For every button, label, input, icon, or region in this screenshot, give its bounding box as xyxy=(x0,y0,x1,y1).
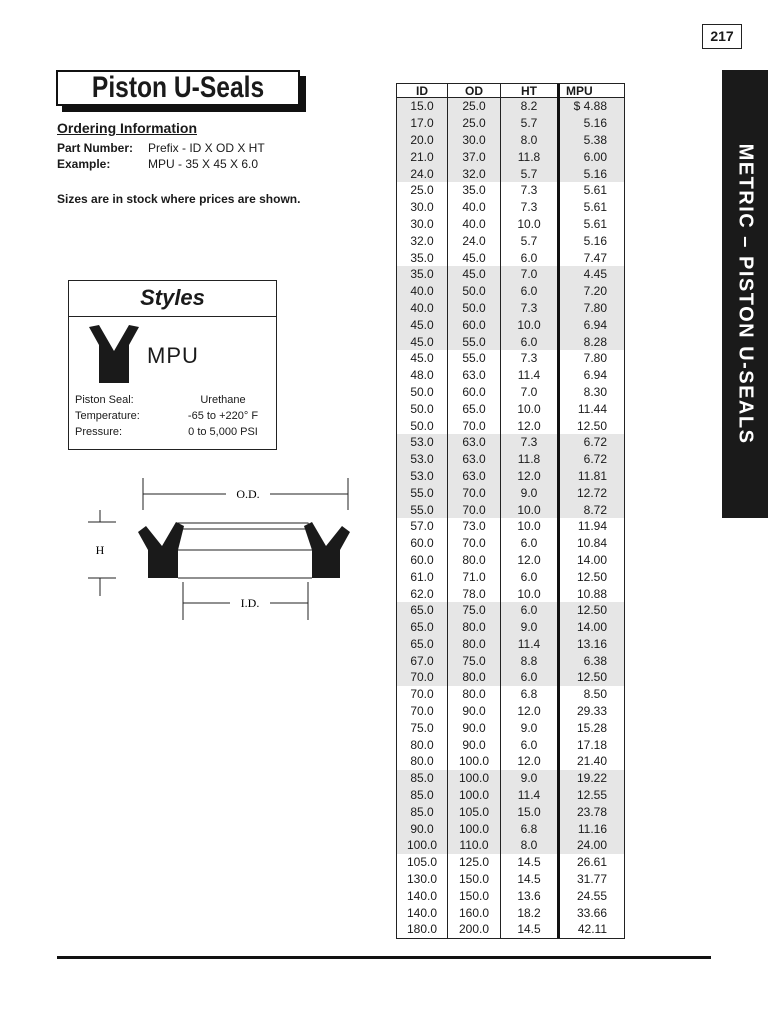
cell-id: 53.0 xyxy=(397,434,448,451)
cell-od: 70.0 xyxy=(448,535,501,552)
cell-id: 60.0 xyxy=(397,535,448,552)
cell-ht: 6.0 xyxy=(501,535,559,552)
cell-od: 100.0 xyxy=(448,753,501,770)
cell-id: 60.0 xyxy=(397,552,448,569)
cell-od: 80.0 xyxy=(448,619,501,636)
cell-ht: 12.0 xyxy=(501,753,559,770)
cell-mpu-price: 11.94 xyxy=(577,519,607,534)
cell-mpu-price: 14.00 xyxy=(576,552,607,567)
cell-ht: 11.4 xyxy=(501,787,559,804)
cell-ht: 7.3 xyxy=(501,199,559,216)
table-row xyxy=(397,585,624,602)
cell-od: 90.0 xyxy=(448,736,501,753)
cell-ht: 12.0 xyxy=(501,552,559,569)
cell-ht: 11.8 xyxy=(501,148,559,165)
cell-id: 55.0 xyxy=(397,484,448,501)
table-row xyxy=(397,417,624,434)
table-row xyxy=(397,451,624,468)
cell-od: 35.0 xyxy=(448,182,501,199)
table-row xyxy=(397,854,624,871)
table-row xyxy=(397,636,624,653)
cell-ht: 5.7 xyxy=(501,232,559,249)
cell-od: 150.0 xyxy=(448,887,501,904)
spec-value: -65 to +220° F xyxy=(187,410,259,422)
cell-mpu-price: 7.80 xyxy=(559,300,625,317)
table-row xyxy=(397,535,624,552)
table-row xyxy=(397,148,624,165)
cell-mpu-price: 7.47 xyxy=(583,250,607,265)
cell-id: 61.0 xyxy=(397,568,448,585)
cell-id: 45.0 xyxy=(397,316,448,333)
table-row xyxy=(397,719,624,736)
cell-od: 71.0 xyxy=(448,568,501,585)
cell-mpu-price: 5.61 xyxy=(583,216,607,231)
cell-od: 60.0 xyxy=(448,384,501,401)
cell-ht: 14.5 xyxy=(501,871,559,888)
cell-mpu-price: 12.50 xyxy=(559,669,625,686)
cell-od: 55.0 xyxy=(448,350,501,367)
cell-ht: 10.0 xyxy=(501,585,559,602)
cell-id: 35.0 xyxy=(397,249,448,266)
table-row xyxy=(397,434,624,451)
cell-ht: 6.0 xyxy=(501,283,559,300)
cell-mpu-price: 8.28 xyxy=(559,333,625,350)
bottom-rule xyxy=(57,956,711,959)
cell-od: 80.0 xyxy=(448,636,501,653)
cell-id: 70.0 xyxy=(397,669,448,686)
cell-ht: 11.4 xyxy=(501,636,559,653)
table-row xyxy=(397,619,624,636)
cell-id: 65.0 xyxy=(397,636,448,653)
cell-od: 70.0 xyxy=(448,417,501,434)
cell-mpu-price: 11.81 xyxy=(559,468,625,485)
cell-id: 140.0 xyxy=(397,904,448,921)
cell-ht: 9.0 xyxy=(501,619,559,636)
cell-id: 85.0 xyxy=(397,787,448,804)
cell-id: 30.0 xyxy=(397,216,448,233)
table-row xyxy=(397,871,624,888)
table-row xyxy=(397,837,624,854)
table-row xyxy=(397,300,624,317)
cell-mpu-price: 11.16 xyxy=(559,820,625,837)
cell-ht: 10.0 xyxy=(501,316,559,333)
spec-label: Pressure: xyxy=(75,426,123,438)
cell-id: 53.0 xyxy=(397,451,448,468)
cell-ht: 7.0 xyxy=(501,266,559,283)
spec-label: Piston Seal: xyxy=(75,394,134,406)
cell-mpu-price: 24.00 xyxy=(559,837,625,854)
seal-dimension-diagram xyxy=(80,470,370,630)
column-header-id: ID xyxy=(397,84,448,98)
cell-ht: 7.0 xyxy=(501,384,559,401)
table-row xyxy=(397,384,624,401)
table-header-row xyxy=(397,84,624,98)
cell-ht: 14.5 xyxy=(501,921,559,938)
cell-mpu-price: 12.50 xyxy=(576,569,607,584)
cell-mpu-price: 6.72 xyxy=(559,434,625,451)
seal-left-section xyxy=(138,522,184,578)
table-row xyxy=(397,199,624,216)
cell-od: 63.0 xyxy=(448,468,501,485)
table-row xyxy=(397,333,624,350)
cell-ht: 14.5 xyxy=(501,854,559,871)
cell-ht: 6.8 xyxy=(501,820,559,837)
cell-mpu-price: 6.38 xyxy=(559,652,625,669)
cell-ht: 7.3 xyxy=(501,434,559,451)
cell-id: 180.0 xyxy=(397,921,448,938)
table-row xyxy=(397,165,624,182)
cell-mpu-price: 17.18 xyxy=(576,737,607,752)
cell-ht: 9.0 xyxy=(501,719,559,736)
cell-od: 160.0 xyxy=(448,904,501,921)
table-row xyxy=(397,501,624,518)
cell-id: 130.0 xyxy=(397,871,448,888)
style-code: MPU xyxy=(147,343,199,368)
cell-ht: 8.8 xyxy=(501,652,559,669)
cell-mpu-price: 8.50 xyxy=(583,687,607,702)
cell-id: 90.0 xyxy=(397,820,448,837)
cell-od: 32.0 xyxy=(448,165,501,182)
section-side-tab-label: METRIC – PISTON U-SEALS xyxy=(734,143,757,445)
cell-mpu-price: $ 4.88 xyxy=(559,98,625,115)
table-row xyxy=(397,904,624,921)
cell-od: 78.0 xyxy=(448,585,501,602)
cell-od: 25.0 xyxy=(448,115,501,132)
cell-ht: 7.3 xyxy=(501,182,559,199)
cell-od: 125.0 xyxy=(448,854,501,871)
table-row xyxy=(397,652,624,669)
cell-od: 50.0 xyxy=(448,300,501,317)
styles-heading: Styles xyxy=(69,281,276,317)
cell-id: 65.0 xyxy=(397,602,448,619)
cell-ht: 6.0 xyxy=(501,602,559,619)
cell-mpu-price: 15.28 xyxy=(576,720,607,735)
cell-id: 25.0 xyxy=(397,182,448,199)
cell-id: 70.0 xyxy=(397,686,448,703)
cell-od: 40.0 xyxy=(448,199,501,216)
cell-id: 45.0 xyxy=(397,350,448,367)
table-row xyxy=(397,686,624,703)
table-row xyxy=(397,753,624,770)
cell-ht: 15.0 xyxy=(501,803,559,820)
cell-id: 48.0 xyxy=(397,367,448,384)
page-title xyxy=(56,70,300,106)
cell-od: 70.0 xyxy=(448,484,501,501)
column-header-mpu: MPU xyxy=(559,84,625,98)
cell-od: 150.0 xyxy=(448,871,501,888)
cell-ht: 8.2 xyxy=(501,98,559,115)
size-price-table xyxy=(396,83,625,939)
cell-ht: 12.0 xyxy=(501,703,559,720)
cell-id: 40.0 xyxy=(397,283,448,300)
cell-ht: 8.0 xyxy=(501,837,559,854)
cell-ht: 9.0 xyxy=(501,484,559,501)
example-label: Example: xyxy=(57,157,111,171)
cell-mpu-price: 7.20 xyxy=(559,283,625,300)
spec-value: Urethane xyxy=(200,394,246,406)
cell-id: 40.0 xyxy=(397,300,448,317)
cell-od: 55.0 xyxy=(448,333,501,350)
id-label: I.D. xyxy=(240,596,260,610)
cell-mpu-price: 8.72 xyxy=(559,501,625,518)
cell-mpu-price: 10.84 xyxy=(576,536,607,551)
cell-ht: 8.0 xyxy=(501,132,559,149)
cell-mpu-price: 23.78 xyxy=(559,803,625,820)
cell-mpu-price: 5.61 xyxy=(583,183,607,198)
cell-mpu-price: 7.80 xyxy=(583,351,607,366)
cell-mpu-price: 12.50 xyxy=(559,602,625,619)
u-seal-profile-icon xyxy=(89,325,139,385)
styles-box xyxy=(68,280,277,450)
cell-ht: 5.7 xyxy=(501,115,559,132)
cell-id: 85.0 xyxy=(397,803,448,820)
cell-id: 70.0 xyxy=(397,703,448,720)
cell-ht: 9.0 xyxy=(501,770,559,787)
cell-ht: 12.0 xyxy=(501,417,559,434)
cell-ht: 7.3 xyxy=(501,300,559,317)
column-header-ht: HT xyxy=(501,84,559,98)
cell-id: 53.0 xyxy=(397,468,448,485)
cell-id: 50.0 xyxy=(397,417,448,434)
cell-id: 32.0 xyxy=(397,232,448,249)
table-row xyxy=(397,266,624,283)
cell-od: 40.0 xyxy=(448,216,501,233)
cell-id: 24.0 xyxy=(397,165,448,182)
cell-ht: 6.0 xyxy=(501,333,559,350)
cell-ht: 6.0 xyxy=(501,568,559,585)
cell-mpu-price: 6.94 xyxy=(583,368,607,383)
cell-od: 30.0 xyxy=(448,132,501,149)
spec-value: 0 to 5,000 PSI xyxy=(188,426,258,438)
cell-ht: 13.6 xyxy=(501,887,559,904)
cell-od: 90.0 xyxy=(448,719,501,736)
cell-ht: 10.0 xyxy=(501,216,559,233)
table-row xyxy=(397,283,624,300)
table-row xyxy=(397,552,624,569)
table-row xyxy=(397,367,624,384)
cell-od: 110.0 xyxy=(448,837,501,854)
example-value: MPU - 35 X 45 X 6.0 xyxy=(148,157,259,171)
cell-od: 80.0 xyxy=(448,686,501,703)
h-label: H xyxy=(95,543,105,557)
cell-id: 75.0 xyxy=(397,719,448,736)
cell-id: 50.0 xyxy=(397,400,448,417)
cell-id: 67.0 xyxy=(397,652,448,669)
cell-id: 65.0 xyxy=(397,619,448,636)
cell-ht: 6.8 xyxy=(501,686,559,703)
table-row xyxy=(397,98,624,115)
cell-od: 80.0 xyxy=(448,552,501,569)
table-row xyxy=(397,736,624,753)
cell-od: 60.0 xyxy=(448,316,501,333)
table-row xyxy=(397,703,624,720)
table-row xyxy=(397,216,624,233)
cell-ht: 6.0 xyxy=(501,249,559,266)
cell-od: 70.0 xyxy=(448,501,501,518)
cell-id: 55.0 xyxy=(397,501,448,518)
cell-id: 140.0 xyxy=(397,887,448,904)
cell-id: 57.0 xyxy=(397,518,448,535)
cell-od: 75.0 xyxy=(448,652,501,669)
cell-od: 200.0 xyxy=(448,921,501,938)
cell-od: 75.0 xyxy=(448,602,501,619)
cell-id: 15.0 xyxy=(397,98,448,115)
cell-od: 37.0 xyxy=(448,148,501,165)
cell-ht: 11.8 xyxy=(501,451,559,468)
part-number-label: Part Number: xyxy=(57,141,134,155)
table-row xyxy=(397,518,624,535)
table-row xyxy=(397,484,624,501)
cell-mpu-price: 29.33 xyxy=(576,704,607,719)
cell-mpu-price: 5.61 xyxy=(583,200,607,215)
table-row xyxy=(397,787,624,804)
cell-id: 105.0 xyxy=(397,854,448,871)
cell-id: 80.0 xyxy=(397,736,448,753)
table-row xyxy=(397,887,624,904)
cell-mpu-price: 14.00 xyxy=(559,619,625,636)
cell-od: 80.0 xyxy=(448,669,501,686)
table-row xyxy=(397,820,624,837)
cell-id: 17.0 xyxy=(397,115,448,132)
table-row xyxy=(397,602,624,619)
table-row xyxy=(397,249,624,266)
cell-mpu-price: 24.55 xyxy=(576,888,607,903)
cell-mpu-price: 6.94 xyxy=(559,316,625,333)
cell-od: 65.0 xyxy=(448,400,501,417)
table-row xyxy=(397,669,624,686)
cell-od: 100.0 xyxy=(448,820,501,837)
cell-id: 80.0 xyxy=(397,753,448,770)
cell-mpu-price: 12.72 xyxy=(559,484,625,501)
cell-mpu-price: 5.16 xyxy=(559,165,625,182)
table-row xyxy=(397,400,624,417)
cell-od: 63.0 xyxy=(448,367,501,384)
cell-mpu-price: 33.66 xyxy=(576,905,607,920)
cell-od: 63.0 xyxy=(448,434,501,451)
cell-od: 45.0 xyxy=(448,266,501,283)
cell-mpu-price: 10.88 xyxy=(576,586,607,601)
cell-mpu-price: 19.22 xyxy=(559,770,625,787)
cell-id: 30.0 xyxy=(397,199,448,216)
table-row xyxy=(397,132,624,149)
cell-mpu-price: 31.77 xyxy=(576,872,607,887)
table-row xyxy=(397,316,624,333)
cell-mpu-price: 8.30 xyxy=(583,384,607,399)
table-row xyxy=(397,770,624,787)
cell-od: 100.0 xyxy=(448,787,501,804)
table-body xyxy=(397,98,624,938)
cell-id: 20.0 xyxy=(397,132,448,149)
spec-label: Temperature: xyxy=(75,410,140,422)
cell-mpu-price: 21.40 xyxy=(576,754,607,769)
cell-mpu-price: 5.16 xyxy=(583,233,607,248)
ordering-info-heading: Ordering Information xyxy=(57,120,197,136)
cell-od: 45.0 xyxy=(448,249,501,266)
cell-mpu-price: 6.72 xyxy=(559,451,625,468)
part-number-value: Prefix - ID X OD X HT xyxy=(148,141,265,155)
cell-mpu-price: 12.50 xyxy=(576,418,607,433)
table-row xyxy=(397,115,624,132)
cell-ht: 7.3 xyxy=(501,350,559,367)
table-row xyxy=(397,568,624,585)
column-header-od: OD xyxy=(448,84,501,98)
cell-od: 63.0 xyxy=(448,451,501,468)
cell-ht: 10.0 xyxy=(501,400,559,417)
cell-id: 21.0 xyxy=(397,148,448,165)
cell-mpu-price: 5.38 xyxy=(559,132,625,149)
cell-ht: 10.0 xyxy=(501,501,559,518)
cell-mpu-price: 12.55 xyxy=(559,787,625,804)
cell-od: 100.0 xyxy=(448,770,501,787)
cell-id: 100.0 xyxy=(397,837,448,854)
table-row xyxy=(397,921,624,938)
cell-ht: 10.0 xyxy=(501,518,559,535)
cell-od: 73.0 xyxy=(448,518,501,535)
cell-od: 50.0 xyxy=(448,283,501,300)
cell-ht: 18.2 xyxy=(501,904,559,921)
table-row xyxy=(397,182,624,199)
cell-mpu-price: 26.61 xyxy=(576,855,607,870)
table-row xyxy=(397,803,624,820)
cell-ht: 11.4 xyxy=(501,367,559,384)
stock-note: Sizes are in stock where prices are shown. xyxy=(57,192,301,206)
cell-id: 85.0 xyxy=(397,770,448,787)
table-row xyxy=(397,232,624,249)
cell-mpu-price: 42.11 xyxy=(577,922,607,937)
cell-ht: 12.0 xyxy=(501,468,559,485)
cell-ht: 5.7 xyxy=(501,165,559,182)
cell-od: 90.0 xyxy=(448,703,501,720)
cell-id: 45.0 xyxy=(397,333,448,350)
table-row xyxy=(397,468,624,485)
cell-mpu-price: 4.45 xyxy=(559,266,625,283)
page-number: 217 xyxy=(702,24,742,49)
cell-id: 62.0 xyxy=(397,585,448,602)
section-side-tab xyxy=(722,70,768,518)
cell-mpu-price: 5.16 xyxy=(559,115,625,132)
cell-id: 50.0 xyxy=(397,384,448,401)
od-label: O.D. xyxy=(236,487,260,501)
cell-mpu-price: 13.16 xyxy=(559,636,625,653)
table-row xyxy=(397,350,624,367)
cell-mpu-price: 11.44 xyxy=(577,401,607,416)
cell-od: 105.0 xyxy=(448,803,501,820)
cell-mpu-price: 6.00 xyxy=(559,148,625,165)
page-title-text: Piston U-Seals xyxy=(91,71,265,104)
cell-od: 24.0 xyxy=(448,232,501,249)
cell-ht: 6.0 xyxy=(501,736,559,753)
cell-id: 35.0 xyxy=(397,266,448,283)
cell-od: 25.0 xyxy=(448,98,501,115)
cell-ht: 6.0 xyxy=(501,669,559,686)
